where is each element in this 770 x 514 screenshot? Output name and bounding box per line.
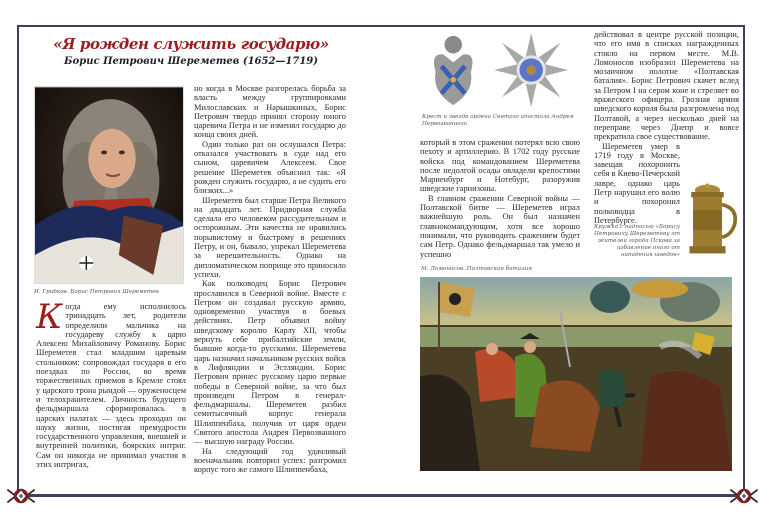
portrait-image (34, 86, 184, 284)
ornament-left-icon (4, 486, 38, 506)
portrait-icon (35, 87, 184, 284)
page-frame-top (17, 25, 745, 27)
paragraph: Один только раз он ослушался Петра: отказался участвовать в суде над его сыном, царевичем Алексеем. Свое решение Шереметев объяснил так: «Я рожден служить государю, а не судить его близких...» (194, 139, 346, 196)
battle-painting-image (420, 277, 732, 471)
ornament-right-icon (727, 486, 761, 506)
article-title: «Я рожден служить государю» (53, 35, 329, 53)
page-frame-bottom (17, 494, 745, 497)
orders-caption: Крест и звезда ордена Святого апостола Андрея Первозванного (422, 114, 574, 127)
page-frame-right (743, 25, 745, 495)
paragraph: который в этом сражении потерял всю свою пехоту и артиллерию. В 1702 году русские войска под командованием Шереметева после недолгой осады овладели крепостями Мариенбург и Нотебург, разоружив шведские гарнизоны. (420, 138, 580, 194)
paragraph: Как полководец Борис Петрович прославился в Северной войне. Вместе с Петром он создавал русскую армию, одновременно участвуя в боевых действиях. Петр объявил войну шведскому королю Карлу XII, чтобы вернуть себе прибалтийские земли, бывшие когда-то русскими. Шереметева царь назначил начальником русских войск в Лифляндии и Эстляндии. Борис Петрович принес русскому царю первые победы в Северной войне, за что был произведен Петром в генерал-фельдмаршалы. Шереметев разбил семитысячный корпус генерала Шлиппенбаха, получив от царя орден Святого апостола Андрея Первозванного — высшую награду России. (194, 279, 346, 447)
battle-caption: М. Ломоносов. Полтавская баталия (421, 266, 532, 272)
article-subtitle: Борис Петрович Шереметев (1652—1719) (64, 56, 318, 67)
order-star-icon (494, 33, 568, 107)
tankard-image (684, 182, 740, 258)
paragraph: Шереметев был старше Петра Великого на двадцать лет. Придворная служба сделала его человеком рассудительным и осторожным. Эти качества не нравились порывистому и быстрому в решениях Петру, и он, бывало, упрекал Шереметева за нерешительность. Однако на дипломатическом поприще это приносило успехи. (194, 195, 346, 279)
portrait-caption: И. Грибков. Борис Петрович Шереметев (34, 289, 159, 295)
text-column-3 (420, 138, 580, 259)
paragraph: Шереметев умер в 1719 году в Москве, завещав похоронить себя в Киево-Печерской лавре, однако царь Петр нарушил его волю и похоронил полководца в Петербурге. (594, 141, 680, 225)
text-column-2 (194, 84, 346, 474)
text-column-1 (36, 297, 186, 470)
paragraph: действовал в центре русской позиции, что его имя в списках награжденных стояло на первом месте. М.В. Ломоносов изобразил Шереметева на мозаичном полотне «Полтавская баталия». Борис Петрович скачет вслед за Петром I на сером коне и стреляет во вражеского офицера. Грозная армия шведского короля была разгромлена под Полтавой, а через несколько дней на переправе через Днепр и вовсе прекратила свое существование. (594, 30, 739, 142)
order-cross-icon (434, 36, 473, 105)
paragraph: На следующий год удачливый военачальник повторил успех: разгромил корпус того же самого Шлиппенбаха, (194, 446, 346, 475)
page-frame-left (17, 25, 19, 495)
paragraph: В главном сражении Северной войны — Полтавской битве — Шереметев играл важнейшую роль. Он был назначен главнокомандующим, хотя все хорошо понимали, что руководить сражением будет сам Петр. Однако фельдмаршал так умело и успешно (420, 193, 580, 259)
paragraph: но когда в Москве разгорелась борьба за власть между группировками Милославских и Нарышкиных, Борис Петрович твердо принял сторону юного царевича Петра и не изменял государю до конца своих дней. (194, 84, 346, 140)
battle-painting-icon (420, 277, 732, 471)
paragraph-text: огда ему исполнилось тринадцать лет, родители определили мальчика на государеву службу к царю Алексею Михайловичу Романову. Борис Шереметев стал младшим царевым стольником: сопровождал государя в его поездках по России, во время торжественных приемов в Кремле стоял у царского трона рындой — оруженосцем и телохранителем. Личность будущего фельдмаршала сформировалась в царских палатах — здесь проходил он науку жизни, постигая премудрости государственного управления, внешней и внутренней политики, боярских интриг. Сам он никогда не принимал участия в этих интригах, (36, 302, 186, 470)
paragraph (36, 297, 186, 470)
drop-cap: К (36, 297, 63, 337)
tankard-caption: Кружка с надписью «Борису Петровичу Шереметеву от жителей города Пскова за избавление оного от нападения шведов» (594, 224, 680, 258)
order-cross-and-star-image (420, 33, 580, 111)
